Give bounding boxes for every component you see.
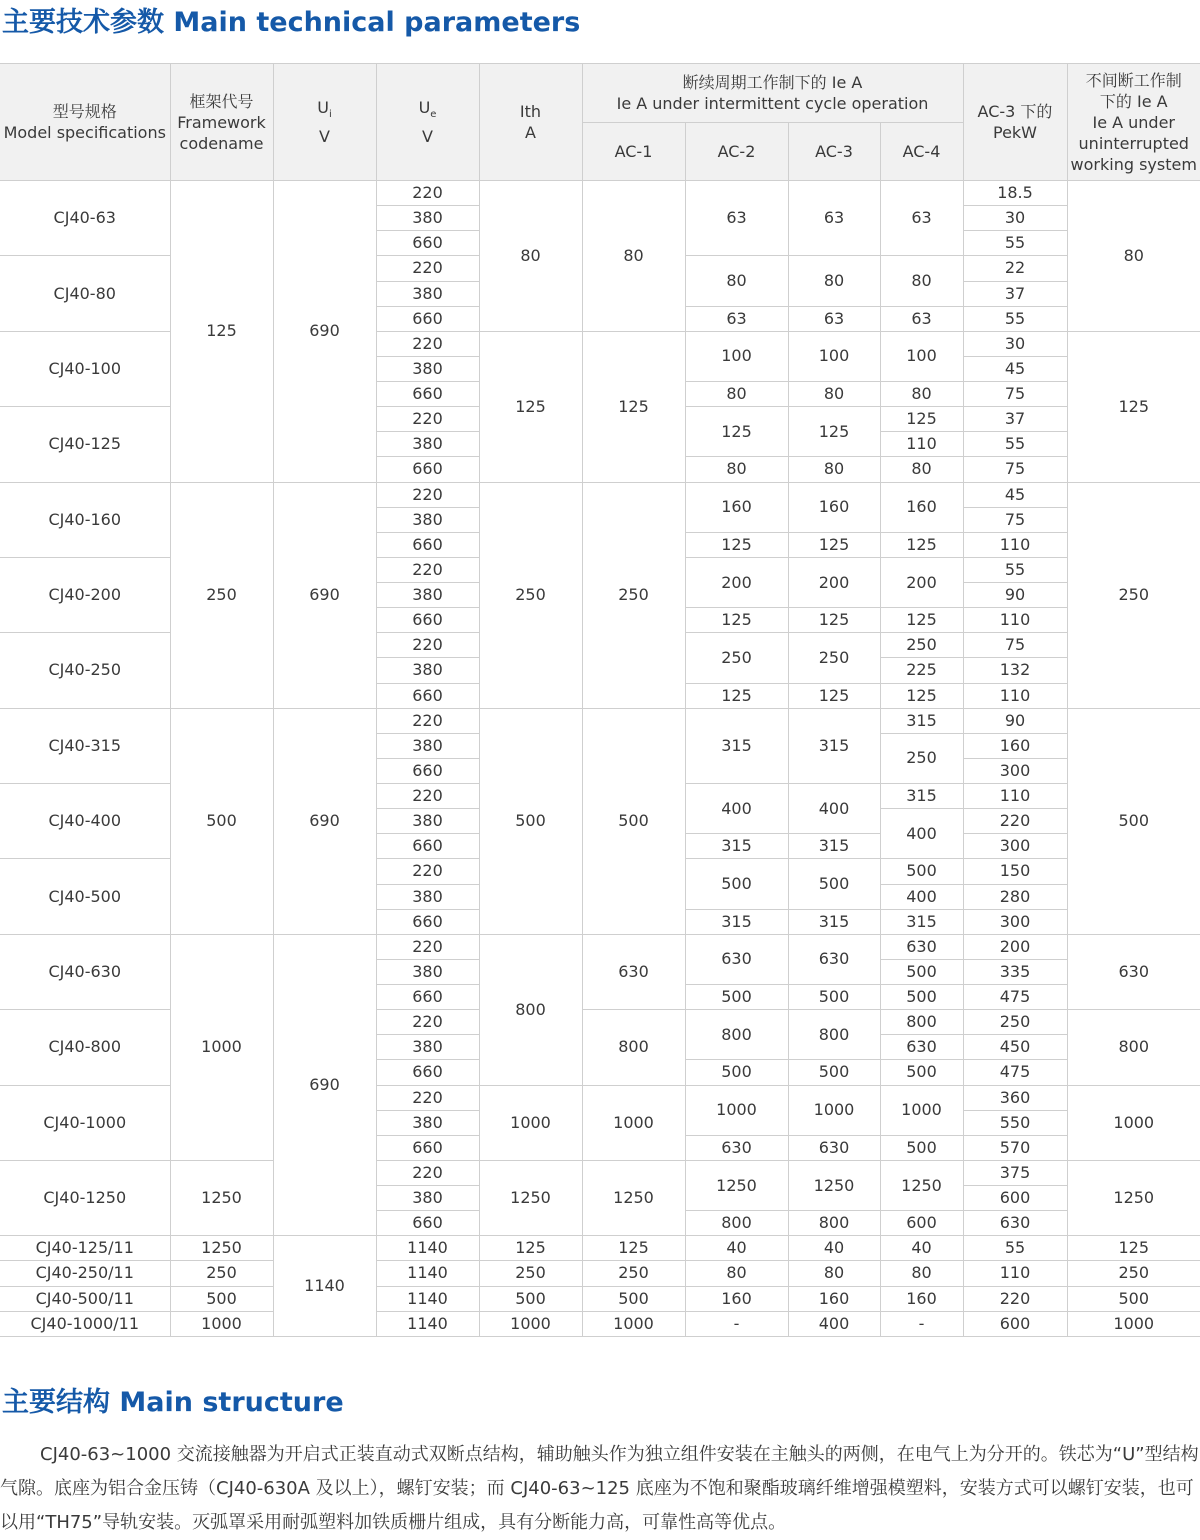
table-cell: 1000 (685, 1085, 788, 1135)
table-cell: 250 (963, 1010, 1067, 1035)
table-cell: 1140 (376, 1286, 479, 1311)
table-cell: 110 (880, 432, 963, 457)
table-cell: 315 (880, 708, 963, 733)
table-cell: 400 (788, 784, 880, 834)
table-cell: 200 (788, 557, 880, 607)
table-cell: 250 (1067, 482, 1200, 708)
table-cell: 500 (170, 708, 273, 934)
table-cell: 55 (963, 557, 1067, 582)
table-cell: 400 (880, 884, 963, 909)
table-cell: 125 (880, 683, 963, 708)
table-cell: 690 (273, 181, 376, 483)
table-cell: 30 (963, 206, 1067, 231)
table-cell: 380 (376, 583, 479, 608)
table-cell: 250 (685, 633, 788, 683)
table-cell: 500 (788, 1060, 880, 1085)
table-cell: 660 (376, 985, 479, 1010)
table-cell: 63 (880, 181, 963, 256)
table-cell: 600 (963, 1311, 1067, 1336)
parameters-table (0, 63, 1200, 1337)
table-cell: 315 (880, 909, 963, 934)
table-cell: 500 (685, 985, 788, 1010)
table-cell: CJ40-160 (0, 482, 170, 557)
table-cell: 375 (963, 1160, 1067, 1185)
table-cell: 380 (376, 809, 479, 834)
table-cell: 1000 (170, 934, 273, 1160)
header-ac2: AC-2 (685, 123, 788, 181)
table-cell: - (685, 1311, 788, 1336)
structure-description: CJ40-63~1000 交流接触器为开启式正装直动式双断点结构，辅助触头作为独立组件安装在主触头的两侧，在电气上为分开的。铁芯为“U”型结构气隙。底座为铝合金压铸（CJ40-630A 及以上），螺钉安装；而 CJ40-63~125 底座为不饱和聚酯玻璃纤维增强模塑料，安装方式可以螺钉安装，也可以用“TH75”导轨安装。灭弧罩采用耐弧塑料加铁质栅片组成，具有分断能力高，可靠性高等优点。 (0, 1444, 1199, 1533)
table-cell: 475 (963, 1060, 1067, 1085)
table-cell: CJ40-250/11 (0, 1261, 170, 1286)
table-row (0, 1160, 1200, 1185)
table-row (0, 482, 1200, 507)
table-cell: 125 (685, 683, 788, 708)
header-intermittent: 断续周期工作制下的 Ie A Ie A under intermittent cycle operation (582, 64, 963, 123)
table-cell: 500 (880, 1060, 963, 1085)
table-cell: 500 (788, 985, 880, 1010)
table-cell: 1250 (685, 1160, 788, 1210)
table-cell: 500 (582, 1286, 685, 1311)
table-cell: 220 (376, 859, 479, 884)
table-cell: 600 (963, 1186, 1067, 1211)
table-cell: 800 (582, 1010, 685, 1085)
table-cell: 80 (880, 256, 963, 306)
table-cell: 80 (880, 1261, 963, 1286)
table-cell: 220 (376, 784, 479, 809)
table-cell: 132 (963, 658, 1067, 683)
table-cell: 1000 (880, 1085, 963, 1135)
table-cell: 1000 (582, 1085, 685, 1160)
table-cell: - (880, 1311, 963, 1336)
table-cell: 1000 (479, 1085, 582, 1160)
table-cell: 1140 (376, 1311, 479, 1336)
table-cell: 80 (880, 382, 963, 407)
table-cell: 360 (963, 1085, 1067, 1110)
table-cell: 660 (376, 382, 479, 407)
table-cell: 45 (963, 482, 1067, 507)
table-cell: 660 (376, 758, 479, 783)
table-cell: 500 (880, 959, 963, 984)
table-cell: 220 (963, 809, 1067, 834)
table-cell: 500 (880, 985, 963, 1010)
table-cell: 630 (685, 1135, 788, 1160)
table-cell: 125 (685, 407, 788, 457)
table-cell: 40 (788, 1236, 880, 1261)
table-cell: 660 (376, 231, 479, 256)
table-cell: 1000 (479, 1311, 582, 1336)
table-cell: 75 (963, 507, 1067, 532)
table-cell: 220 (376, 181, 479, 206)
table-cell: 380 (376, 206, 479, 231)
table-cell: CJ40-1000 (0, 1085, 170, 1160)
table-row (0, 181, 1200, 206)
table-cell: 40 (880, 1236, 963, 1261)
table-cell: 200 (963, 934, 1067, 959)
table-cell: 125 (788, 407, 880, 457)
table-cell: 160 (788, 482, 880, 532)
table-row (0, 1311, 1200, 1336)
table-cell: 125 (582, 1236, 685, 1261)
table-cell: 500 (479, 708, 582, 934)
table-cell: 315 (685, 708, 788, 783)
table-cell: 200 (685, 557, 788, 607)
table-cell: 400 (880, 809, 963, 859)
table-row (0, 1236, 1200, 1261)
table-cell: 220 (376, 557, 479, 582)
table-cell: 125 (685, 532, 788, 557)
table-cell: 660 (376, 306, 479, 331)
table-cell: 660 (376, 532, 479, 557)
table-cell: 250 (170, 1261, 273, 1286)
table-cell: 300 (963, 834, 1067, 859)
table-cell: 570 (963, 1135, 1067, 1160)
table-cell: 225 (880, 658, 963, 683)
table-body (0, 181, 1200, 1337)
table-cell: 125 (880, 407, 963, 432)
header-ui: $U_i$ V (273, 64, 376, 181)
table-cell: 125 (479, 331, 582, 482)
table-cell: 55 (963, 306, 1067, 331)
table-cell: 100 (880, 331, 963, 381)
table-cell: 315 (880, 784, 963, 809)
table-cell: 220 (376, 1010, 479, 1035)
table-cell: 690 (273, 934, 376, 1236)
table-cell: 125 (788, 532, 880, 557)
table-cell: CJ40-800 (0, 1010, 170, 1085)
table-cell: 250 (880, 733, 963, 783)
table-cell: 125 (880, 532, 963, 557)
table-cell: 37 (963, 281, 1067, 306)
table-cell: CJ40-80 (0, 256, 170, 331)
table-cell: 250 (479, 482, 582, 708)
table-cell: 380 (376, 507, 479, 532)
structure-section-title: 主要结构 Main structure (2, 1387, 344, 1418)
table-cell: 380 (376, 733, 479, 758)
table-cell: 690 (273, 482, 376, 708)
table-cell: 80 (685, 457, 788, 482)
table-cell: CJ40-250 (0, 633, 170, 708)
table-cell: 630 (788, 934, 880, 984)
table-cell: 500 (1067, 708, 1200, 934)
header-ac3: AC-3 (788, 123, 880, 181)
table-cell: 125 (880, 608, 963, 633)
table-cell: 1250 (170, 1236, 273, 1261)
header-framework: 框架代号 Framework codename (170, 64, 273, 181)
table-cell: 100 (685, 331, 788, 381)
table-cell: 630 (788, 1135, 880, 1160)
table-cell: 160 (880, 482, 963, 532)
table-cell: 800 (1067, 1010, 1200, 1085)
table-cell: 125 (479, 1236, 582, 1261)
table-cell: 500 (880, 1135, 963, 1160)
table-cell: 630 (582, 934, 685, 1009)
table-cell: 630 (685, 934, 788, 984)
table-cell: 110 (963, 1261, 1067, 1286)
table-cell: 660 (376, 1060, 479, 1085)
table-cell: 315 (788, 909, 880, 934)
table-cell: 660 (376, 683, 479, 708)
header-ac4: AC-4 (880, 123, 963, 181)
table-cell: 22 (963, 256, 1067, 281)
header-uninterrupted: 不间断工作制 下的 Ie A Ie A under uninterrupted working system (1067, 64, 1200, 181)
table-cell: 280 (963, 884, 1067, 909)
table-cell: 1250 (788, 1160, 880, 1210)
table-cell: 400 (788, 1311, 880, 1336)
table-cell: 630 (1067, 934, 1200, 1009)
table-cell: 315 (685, 909, 788, 934)
table-cell: 800 (685, 1211, 788, 1236)
table-cell: 110 (963, 784, 1067, 809)
table-cell: 380 (376, 1035, 479, 1060)
table-cell: CJ40-500/11 (0, 1286, 170, 1311)
table-cell: 690 (273, 708, 376, 934)
table-cell: 380 (376, 432, 479, 457)
table-cell: CJ40-63 (0, 181, 170, 256)
table-cell: 250 (880, 633, 963, 658)
table-cell: 80 (880, 457, 963, 482)
table-cell: 660 (376, 909, 479, 934)
table-cell: 1250 (479, 1160, 582, 1235)
table-cell: 18.5 (963, 181, 1067, 206)
table-cell: 80 (788, 457, 880, 482)
table-cell: 80 (685, 256, 788, 306)
table-cell: 300 (963, 758, 1067, 783)
table-cell: 200 (880, 557, 963, 607)
table-cell: 630 (880, 1035, 963, 1060)
table-cell: 800 (479, 934, 582, 1085)
table-cell: 660 (376, 1211, 479, 1236)
table-cell: 100 (788, 331, 880, 381)
table-cell: 315 (788, 834, 880, 859)
table-cell: 40 (685, 1236, 788, 1261)
table-cell: 90 (963, 708, 1067, 733)
table-cell: 220 (376, 934, 479, 959)
table-cell: 500 (479, 1286, 582, 1311)
header-ac1: AC-1 (582, 123, 685, 181)
table-cell: CJ40-125 (0, 407, 170, 482)
table-cell: 80 (788, 1261, 880, 1286)
table-cell: 125 (685, 608, 788, 633)
table-cell: 90 (963, 583, 1067, 608)
table-cell: CJ40-630 (0, 934, 170, 1009)
table-cell: 800 (880, 1010, 963, 1035)
table-cell: 250 (788, 633, 880, 683)
table-cell: 660 (376, 834, 479, 859)
table-cell: CJ40-1250 (0, 1160, 170, 1235)
table-cell: 45 (963, 356, 1067, 381)
table-cell: 800 (685, 1010, 788, 1060)
header-model: 型号规格 Model specifications (0, 64, 170, 181)
table-cell: 315 (788, 708, 880, 783)
table-cell: 220 (376, 633, 479, 658)
table-cell: 63 (788, 306, 880, 331)
table-cell: 600 (880, 1211, 963, 1236)
table-cell: 500 (170, 1286, 273, 1311)
table-cell: 75 (963, 457, 1067, 482)
table-cell: 80 (685, 1261, 788, 1286)
table-cell: 80 (582, 181, 685, 332)
table-cell: 315 (685, 834, 788, 859)
table-cell: 250 (582, 482, 685, 708)
table-cell: 500 (685, 1060, 788, 1085)
table-cell: 220 (376, 331, 479, 356)
table-cell: 75 (963, 633, 1067, 658)
table-cell: 110 (963, 608, 1067, 633)
header-ith: Ith A (479, 64, 582, 181)
table-cell: 80 (788, 256, 880, 306)
table-cell: 1250 (880, 1160, 963, 1210)
table-cell: CJ40-315 (0, 708, 170, 783)
table-cell: 335 (963, 959, 1067, 984)
table-cell: 80 (685, 382, 788, 407)
table-cell: 630 (963, 1211, 1067, 1236)
header-ue: $U_e$ V (376, 64, 479, 181)
table-cell: 660 (376, 1135, 479, 1160)
table-cell: 380 (376, 959, 479, 984)
table-cell: 500 (880, 859, 963, 884)
table-cell: 500 (1067, 1286, 1200, 1311)
table-cell: 380 (376, 356, 479, 381)
table-cell: 75 (963, 382, 1067, 407)
table-cell: 660 (376, 608, 479, 633)
table-cell: 1000 (582, 1311, 685, 1336)
table-cell: 1140 (376, 1261, 479, 1286)
table-cell: 220 (376, 1085, 479, 1110)
table-cell: 800 (788, 1010, 880, 1060)
table-cell: 125 (1067, 1236, 1200, 1261)
table-cell: 380 (376, 658, 479, 683)
table-cell: 220 (376, 407, 479, 432)
table-cell: 380 (376, 884, 479, 909)
table-cell: 55 (963, 1236, 1067, 1261)
table-cell: 380 (376, 1186, 479, 1211)
table-cell: 55 (963, 231, 1067, 256)
table-cell: 125 (1067, 331, 1200, 482)
header-pekw: AC-3 下的 PekW (963, 64, 1067, 181)
table-cell: 1250 (1067, 1160, 1200, 1235)
table-cell: 250 (170, 482, 273, 708)
table-cell: 660 (376, 457, 479, 482)
table-cell: 380 (376, 1110, 479, 1135)
table-cell: CJ40-500 (0, 859, 170, 934)
table-cell: CJ40-125/11 (0, 1236, 170, 1261)
table-cell: 150 (963, 859, 1067, 884)
table-cell: CJ40-1000/11 (0, 1311, 170, 1336)
table-cell: CJ40-400 (0, 784, 170, 859)
table-cell: 630 (880, 934, 963, 959)
table-cell: 300 (963, 909, 1067, 934)
table-cell: CJ40-200 (0, 557, 170, 632)
table-cell: 1000 (170, 1311, 273, 1336)
table-cell: 220 (963, 1286, 1067, 1311)
table-row (0, 1261, 1200, 1286)
params-section-title: 主要技术参数 Main technical parameters (2, 7, 581, 38)
table-cell: 125 (582, 331, 685, 482)
table-cell: 80 (1067, 181, 1200, 332)
table-cell: 125 (170, 181, 273, 483)
table-cell: 160 (880, 1286, 963, 1311)
table-cell: 160 (685, 482, 788, 532)
table-cell: 110 (963, 532, 1067, 557)
table-cell: 450 (963, 1035, 1067, 1060)
table-cell: 250 (479, 1261, 582, 1286)
table-cell: 475 (963, 985, 1067, 1010)
table-row (0, 708, 1200, 733)
table-cell: 1140 (273, 1236, 376, 1337)
table-cell: 37 (963, 407, 1067, 432)
table-cell: 63 (880, 306, 963, 331)
table-cell: 500 (582, 708, 685, 934)
table-cell: 125 (788, 608, 880, 633)
table-cell: 80 (479, 181, 582, 332)
table-cell: 1250 (582, 1160, 685, 1235)
table-cell: 1140 (376, 1236, 479, 1261)
table-cell: CJ40-100 (0, 331, 170, 406)
table-row (0, 1286, 1200, 1311)
table-cell: 250 (582, 1261, 685, 1286)
table-cell: 550 (963, 1110, 1067, 1135)
table-cell: 63 (685, 306, 788, 331)
table-cell: 500 (788, 859, 880, 909)
table-cell: 160 (685, 1286, 788, 1311)
table-cell: 160 (788, 1286, 880, 1311)
table-row (0, 934, 1200, 959)
table-cell: 1000 (1067, 1085, 1200, 1160)
table-cell: 63 (685, 181, 788, 256)
table-cell: 220 (376, 482, 479, 507)
table-cell: 800 (788, 1211, 880, 1236)
table-cell: 1000 (1067, 1311, 1200, 1336)
table-cell: 55 (963, 432, 1067, 457)
table-cell: 160 (963, 733, 1067, 758)
table-cell: 500 (685, 859, 788, 909)
table-cell: 63 (788, 181, 880, 256)
table-cell: 30 (963, 331, 1067, 356)
table-cell: 380 (376, 281, 479, 306)
table-cell: 250 (1067, 1261, 1200, 1286)
table-cell: 110 (963, 683, 1067, 708)
table-cell: 220 (376, 256, 479, 281)
table-cell: 220 (376, 1160, 479, 1185)
table-cell: 1250 (170, 1160, 273, 1235)
table-cell: 220 (376, 708, 479, 733)
table-cell: 1000 (788, 1085, 880, 1135)
table-cell: 400 (685, 784, 788, 834)
table-cell: 80 (788, 382, 880, 407)
table-cell: 125 (788, 683, 880, 708)
